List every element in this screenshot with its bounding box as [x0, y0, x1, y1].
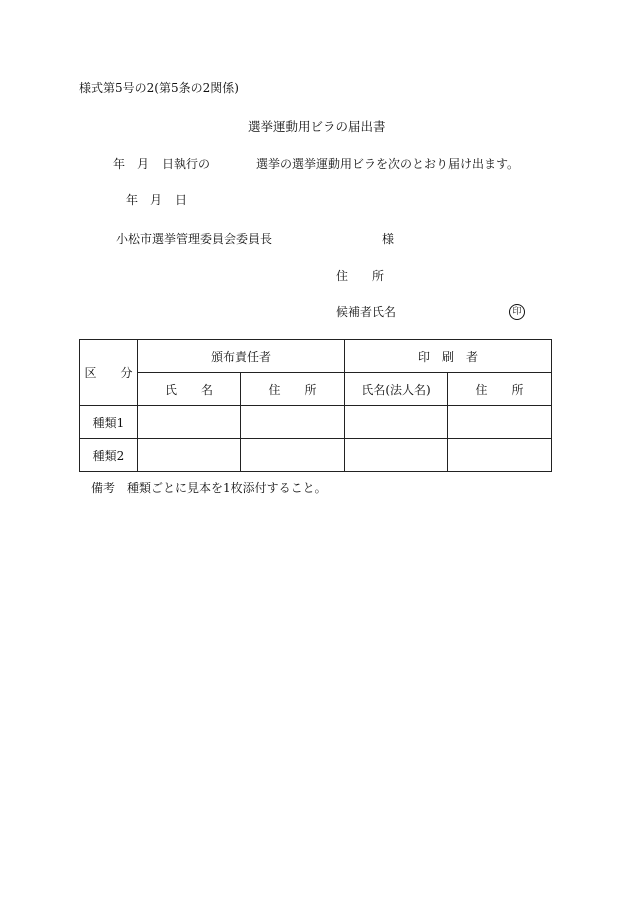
- honorific: 様: [382, 232, 395, 246]
- printer-address-header: 住 所: [448, 373, 552, 406]
- remarks-note: 備考 種類ごとに見本を1枚添付すること。: [91, 481, 327, 495]
- declaration-day-executed: 日執行の: [162, 157, 211, 171]
- declaration-year: 年: [113, 157, 126, 171]
- distributor-header: 頒布責任者: [138, 340, 345, 373]
- printer-name-header: 氏名(法人名): [345, 373, 448, 406]
- date-month: 月: [150, 193, 163, 207]
- declaration-body: 選挙の選挙運動用ビラを次のとおり届け出ます。: [256, 157, 520, 171]
- document-title: 選挙運動用ビラの届出書: [248, 119, 386, 134]
- category-header: 区 分: [80, 340, 138, 406]
- row-label: 種類1: [80, 406, 138, 439]
- row-label: 種類2: [80, 439, 138, 472]
- printer-address-cell[interactable]: [448, 439, 552, 472]
- seal-mark: 印: [509, 304, 525, 320]
- date-day: 日: [175, 193, 188, 207]
- candidate-name-label: 候補者氏名: [336, 305, 397, 319]
- printer-name-cell[interactable]: [345, 406, 448, 439]
- printer-header: 印 刷 者: [345, 340, 552, 373]
- distributor-address-cell[interactable]: [241, 406, 345, 439]
- distributor-name-header: 氏 名: [138, 373, 241, 406]
- distributor-name-cell[interactable]: [138, 439, 241, 472]
- applicant-address-label: 住 所: [336, 269, 385, 283]
- addressee: 小松市選挙管理委員会委員長: [116, 232, 273, 246]
- distributor-address-cell[interactable]: [241, 439, 345, 472]
- distribution-table: [79, 339, 552, 472]
- form-number: 様式第5号の2(第5条の2関係): [79, 81, 239, 95]
- date-year: 年: [126, 193, 139, 207]
- distributor-name-cell[interactable]: [138, 406, 241, 439]
- table-row: [80, 439, 552, 472]
- table-row: [80, 406, 552, 439]
- printer-address-cell[interactable]: [448, 406, 552, 439]
- distributor-address-header: 住 所: [241, 373, 345, 406]
- printer-name-cell[interactable]: [345, 439, 448, 472]
- declaration-month: 月: [137, 157, 150, 171]
